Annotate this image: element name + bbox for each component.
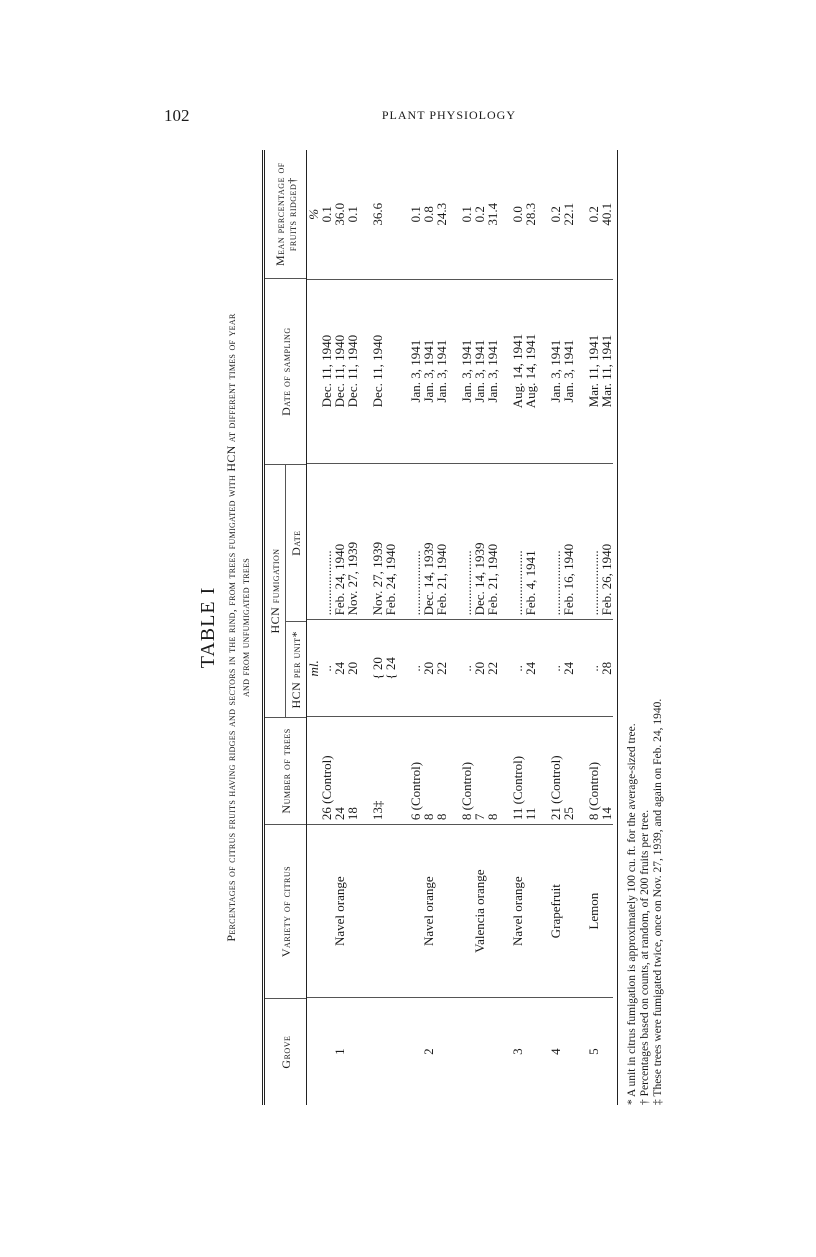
page-header	[164, 106, 516, 124]
cell-variety	[371, 825, 384, 998]
cell-date: Feb. 24, 1940	[333, 463, 346, 620]
unit-cell: %	[307, 150, 320, 279]
cell-trees: 13‡	[371, 717, 384, 825]
cell-date: Nov. 27, 1939	[371, 463, 384, 620]
cell-hcn: ..	[511, 620, 524, 717]
cell-trees: 6 (Control)	[409, 717, 422, 825]
cell-variety	[524, 825, 537, 998]
rotated-table-block	[195, 150, 695, 1105]
cell-sampling: Jan. 3, 1941	[409, 279, 422, 463]
row-spacer	[448, 150, 460, 1105]
cell-trees: 18	[346, 717, 359, 825]
cell-date: Feb. 16, 1940	[562, 463, 575, 620]
cell-variety: Navel orange	[422, 825, 435, 998]
cell-date: ....................	[409, 463, 422, 620]
table-row	[460, 150, 473, 1105]
table-row	[346, 150, 359, 1105]
cell-hcn: ..	[460, 620, 473, 717]
cell-mean: 36.0	[333, 150, 346, 279]
cell-sampling: Jan. 3, 1941	[460, 279, 473, 463]
row-spacer	[397, 150, 409, 1105]
cell-hcn: { 24	[384, 620, 397, 717]
cell-variety: Lemon	[587, 825, 600, 998]
footnote-2: † Percentages based on counts, at random, of 200 fruits per tree.	[639, 809, 651, 1105]
cell-grove	[524, 998, 537, 1105]
cell-trees: 8	[435, 717, 448, 825]
cell-sampling: Jan. 3, 1941	[549, 279, 562, 463]
header-hcn-per-unit: HCN per unit*	[286, 622, 307, 718]
cell-date: ....................	[549, 463, 562, 620]
cell-sampling: Jan. 3, 1941	[422, 279, 435, 463]
row-spacer	[499, 150, 511, 1105]
cell-grove	[473, 998, 486, 1105]
table-row	[422, 150, 435, 1105]
cell-hcn: ..	[320, 620, 333, 717]
cell-sampling: Dec. 11, 1940	[371, 279, 384, 463]
cell-mean: 36.6	[371, 150, 384, 279]
cell-mean: 0.8	[422, 150, 435, 279]
cell-sampling: Dec. 11, 1940	[320, 279, 333, 463]
cell-sampling	[384, 279, 397, 463]
header-trees: Number of trees	[265, 718, 306, 825]
cell-sampling: Aug. 14, 1941	[524, 279, 537, 463]
cell-mean: 28.3	[524, 150, 537, 279]
cell-sampling: Jan. 3, 1941	[486, 279, 499, 463]
table-row	[562, 150, 575, 1105]
cell-hcn: 20	[473, 620, 486, 717]
cell-grove	[384, 998, 397, 1105]
cell-grove: 2	[421, 1048, 436, 1055]
data-table-body	[307, 150, 613, 1105]
cell-grove	[460, 998, 473, 1105]
cell-variety	[486, 825, 499, 998]
table-row	[549, 150, 562, 1105]
cell-mean: 0.2	[473, 150, 486, 279]
cell-variety: Grapefruit	[549, 825, 562, 998]
header-date: Date	[286, 464, 307, 621]
spacer-cell	[359, 825, 371, 998]
caption-line-1: Percentages of citrus fruits having ridges and sectors in the rind, from trees fumigated with HCN at different times of year	[224, 313, 238, 942]
cell-mean: 0.1	[346, 150, 359, 279]
cell-variety: Valencia orange	[473, 825, 486, 998]
cell-date: Dec. 14, 1939	[473, 463, 486, 620]
cell-trees: 26 (Control)	[320, 717, 333, 825]
cell-trees: 11 (Control)	[511, 717, 524, 825]
cell-mean: 0.2	[549, 150, 562, 279]
cell-hcn: 22	[435, 620, 448, 717]
cell-variety	[384, 825, 397, 998]
header-grove: Grove	[278, 1035, 293, 1069]
cell-grove: 5	[586, 1048, 601, 1055]
footnotes	[626, 150, 665, 1105]
cell-hcn: ..	[549, 620, 562, 717]
unit-cell	[307, 998, 320, 1105]
table-row	[473, 150, 486, 1105]
cell-date: Feb. 4, 1941	[524, 463, 537, 620]
cell-variety	[562, 825, 575, 998]
cell-date: Nov. 27, 1939	[346, 463, 359, 620]
table-title: TABLE I	[197, 586, 219, 669]
journal-title: PLANT PHYSIOLOGY	[381, 108, 516, 122]
cell-trees: 8	[422, 717, 435, 825]
cell-mean: 40.1	[600, 150, 613, 279]
table-row	[320, 150, 333, 1105]
spacer-cell	[448, 998, 460, 1105]
cell-date: Feb. 26, 1940	[600, 463, 613, 620]
page-number: 102	[164, 106, 190, 125]
cell-sampling: Jan. 3, 1941	[435, 279, 448, 463]
cell-trees: 8	[486, 717, 499, 825]
table-row	[587, 150, 600, 1105]
cell-mean: 31.4	[486, 150, 499, 279]
cell-grove	[600, 998, 613, 1105]
cell-trees	[384, 717, 397, 825]
cell-hcn: 20	[346, 620, 359, 717]
table-row	[409, 150, 422, 1105]
cell-hcn: 24	[524, 620, 537, 717]
cell-hcn: 24	[333, 620, 346, 717]
cell-date: Feb. 21, 1940	[486, 463, 499, 620]
cell-sampling: Mar. 11, 1941	[600, 279, 613, 463]
cell-date: ....................	[587, 463, 600, 620]
cell-grove: 1	[332, 1048, 347, 1055]
cell-variety	[600, 825, 613, 998]
table-bottom-rule	[617, 150, 618, 1105]
cell-trees: 8 (Control)	[587, 717, 600, 825]
cell-hcn: 24	[562, 620, 575, 717]
header-variety: Variety of citrus	[265, 824, 306, 998]
cell-mean: 22.1	[562, 150, 575, 279]
cell-grove: 4	[548, 1048, 563, 1055]
cell-grove	[346, 998, 359, 1105]
row-spacer	[537, 150, 549, 1105]
table-caption	[224, 160, 252, 1095]
units-row	[307, 150, 320, 1105]
cell-mean: 0.1	[320, 150, 333, 279]
cell-hcn: ..	[587, 620, 600, 717]
table-row	[333, 150, 346, 1105]
row-spacer	[575, 150, 587, 1105]
footnote-1: * A unit in citrus fumigation is approximately 100 cu. ft. for the average-sized tree.	[626, 723, 638, 1105]
spacer-cell	[448, 825, 460, 998]
table-row	[511, 150, 524, 1105]
cell-hcn: ..	[409, 620, 422, 717]
cell-date: Feb. 24, 1940	[384, 463, 397, 620]
table-row	[486, 150, 499, 1105]
cell-date: ....................	[460, 463, 473, 620]
cell-date: ....................	[320, 463, 333, 620]
unit-cell	[307, 825, 320, 998]
cell-trees: 14	[600, 717, 613, 825]
spacer-cell	[359, 998, 371, 1105]
data-table	[265, 150, 306, 1105]
cell-variety	[346, 825, 359, 998]
cell-trees: 24	[333, 717, 346, 825]
cell-sampling: Aug. 14, 1941	[511, 279, 524, 463]
cell-mean: 0.1	[409, 150, 422, 279]
cell-grove	[371, 998, 384, 1105]
cell-grove	[486, 998, 499, 1105]
table-row	[524, 150, 537, 1105]
cell-trees: 8 (Control)	[460, 717, 473, 825]
cell-mean	[384, 150, 397, 279]
cell-trees: 25	[562, 717, 575, 825]
cell-date: Dec. 14, 1939	[422, 463, 435, 620]
cell-mean: 24.3	[435, 150, 448, 279]
header-mean: Mean percentage of fruits ridged†	[265, 150, 306, 279]
table-row	[435, 150, 448, 1105]
spacer-cell	[397, 998, 409, 1105]
cell-grove: 3	[510, 1048, 525, 1055]
unit-cell: ml.	[307, 620, 320, 717]
cell-sampling: Dec. 11, 1940	[346, 279, 359, 463]
spacer-cell	[397, 825, 409, 998]
cell-hcn: 22	[486, 620, 499, 717]
cell-sampling: Jan. 3, 1941	[473, 279, 486, 463]
table-row	[384, 150, 397, 1105]
cell-sampling: Mar. 11, 1941	[587, 279, 600, 463]
cell-trees: 11	[524, 717, 537, 825]
cell-sampling: Dec. 11, 1940	[333, 279, 346, 463]
table-row	[371, 150, 384, 1105]
footnote-3: ‡ These trees were fumigated twice, once on Nov. 27, 1939, and again on Feb. 24, 1940.	[652, 698, 664, 1105]
cell-trees: 21 (Control)	[549, 717, 562, 825]
cell-mean: 0.1	[460, 150, 473, 279]
cell-mean: 0.0	[511, 150, 524, 279]
header-sampling: Date of sampling	[265, 279, 306, 465]
cell-grove	[435, 998, 448, 1105]
cell-hcn: 20	[422, 620, 435, 717]
cell-variety	[435, 825, 448, 998]
row-spacer	[359, 150, 371, 1105]
caption-line-2: and from unfumigated trees	[238, 557, 252, 698]
table-row	[600, 150, 613, 1105]
cell-grove	[562, 998, 575, 1105]
cell-variety: Navel orange	[333, 825, 346, 998]
cell-sampling: Jan. 3, 1941	[562, 279, 575, 463]
cell-variety: Navel orange	[511, 825, 524, 998]
cell-date: Feb. 21, 1940	[435, 463, 448, 620]
cell-trees: 7	[473, 717, 486, 825]
cell-date: ....................	[511, 463, 524, 620]
cell-hcn: 28	[600, 620, 613, 717]
header-hcn-fumigation: HCN fumigation	[265, 464, 286, 717]
cell-mean: 0.2	[587, 150, 600, 279]
cell-hcn: { 20	[371, 620, 384, 717]
